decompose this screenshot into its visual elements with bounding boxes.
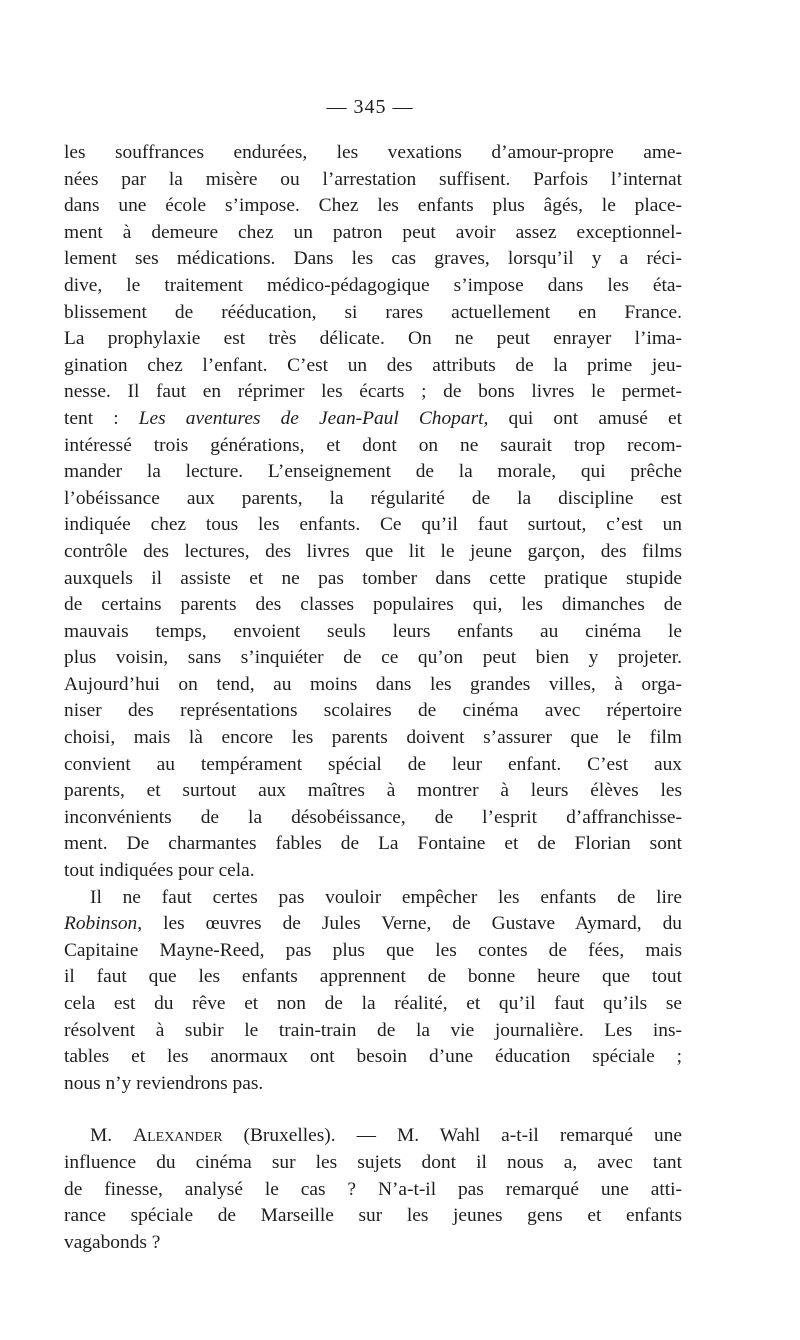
text-line: lement ses médications. Dans les cas graves, lorsqu’il y a réci-: [64, 248, 682, 270]
book-title: Les aventures de Jean-Paul Chopart,: [138, 407, 489, 429]
paragraph-2: [64, 885, 682, 1098]
text-line-with-book-title: [64, 406, 682, 433]
text-fragment: qui ont amusé et: [488, 407, 682, 429]
text-line: indiquée chez tous les enfants. Ce qu’il faut surtout, c’est un: [64, 514, 682, 536]
text-line: ment. De charmantes fables de La Fontaine et de Florian sont: [64, 833, 682, 855]
text-line: dans une école s’impose. Chez les enfants plus âgés, le place-: [64, 195, 682, 217]
speaker-prefix: M.: [90, 1125, 134, 1147]
italic-title: Robinson,: [64, 913, 143, 935]
text-line: nesse. Il faut en réprimer les écarts ; de bons livres le permet-: [64, 381, 682, 403]
paragraph-3: [64, 1123, 682, 1256]
text-line: vagabonds ?: [64, 1231, 161, 1253]
text-fragment: (Bruxelles). — M. Wahl a-t-il remarqué une: [222, 1125, 683, 1147]
text-line: gination chez l’enfant. C’est un des attributs de la prime jeu-: [64, 354, 682, 376]
text-line: parents, et surtout aux maîtres à montrer à leurs élèves les: [64, 780, 682, 802]
text-line-with-italic: [64, 911, 682, 938]
body-text: [64, 140, 682, 1256]
text-line: niser des représentations scolaires de cinéma avec répertoire: [64, 700, 682, 722]
page-number: — 345 —: [326, 96, 414, 118]
text-line: de certains parents des classes populaires qui, les dimanches de: [64, 594, 682, 616]
text-line: résolvent à subir le train-train de la vie journalière. Les ins-: [64, 1019, 682, 1041]
text-line: blissement de rééducation, si rares actuellement en France.: [64, 301, 682, 323]
text-line: influence du cinéma sur les sujets dont il nous a, avec tant: [64, 1151, 682, 1173]
text-line: dive, le traitement médico-pédagogique s’impose dans les éta-: [64, 274, 682, 296]
text-fragment: tent :: [64, 407, 139, 429]
text-line: choisi, mais là encore les parents doivent s’assurer que le film: [64, 727, 682, 749]
text-line: La prophylaxie est très délicate. On ne peut enrayer l’ima-: [64, 328, 682, 350]
text-line: inconvénients de la désobéissance, de l’esprit d’affranchisse-: [64, 806, 682, 828]
text-fragment: les œuvres de Jules Verne, de Gustave Aymard, du: [142, 913, 682, 935]
text-line: nées par la misère ou l’arrestation suffisent. Parfois l’internat: [64, 168, 682, 190]
text-line: contrôle des lectures, des livres que lit le jeune garçon, des films: [64, 540, 682, 562]
speaker-line: [64, 1123, 682, 1150]
text-line: plus voisin, sans s’inquiéter de ce qu’on peut bien y projeter.: [64, 647, 682, 669]
text-line: Il ne faut certes pas vouloir empêcher les enfants de lire: [90, 886, 682, 908]
text-line: mander la lecture. L’enseignement de la morale, qui prêche: [64, 461, 682, 483]
text-line: rance spéciale de Marseille sur les jeunes gens et enfants: [64, 1205, 682, 1227]
speaker-name: Alexander: [133, 1125, 223, 1147]
text-line: il faut que les enfants apprennent de bonne heure que tout: [64, 966, 682, 988]
paragraph-1: [64, 140, 682, 885]
text-line: de finesse, analysé le cas ? N’a-t-il pas remarqué une atti-: [64, 1178, 682, 1200]
text-line: les souffrances endurées, les vexations d’amour-propre ame-: [64, 142, 682, 163]
text-line: nous n’y reviendrons pas.: [64, 1072, 264, 1094]
text-line: Aujourd’hui on tend, au moins dans les grandes villes, à orga-: [64, 673, 682, 695]
text-line: mauvais temps, envoient seuls leurs enfants au cinéma le: [64, 620, 682, 642]
text-line: l’obéissance aux parents, la régularité de la discipline est: [64, 487, 682, 509]
text-line: tout indiquées pour cela.: [64, 860, 255, 882]
text-line: auxquels il assiste et ne pas tomber dans cette pratique stupide: [64, 567, 682, 589]
text-line: cela est du rêve et non de la réalité, et qu’il faut qu’ils se: [64, 993, 682, 1014]
text-line: convient au tempérament spécial de leur enfant. C’est aux: [64, 753, 682, 775]
text-line: ment à demeure chez un patron peut avoir assez exceptionnel-: [64, 221, 682, 243]
text-line: tables et les anormaux ont besoin d’une éducation spéciale ;: [64, 1046, 682, 1068]
text-line: intéressé trois générations, et dont on ne saurait trop recom-: [64, 434, 682, 456]
text-line: Capitaine Mayne-Reed, pas plus que les contes de fées, mais: [64, 939, 682, 961]
